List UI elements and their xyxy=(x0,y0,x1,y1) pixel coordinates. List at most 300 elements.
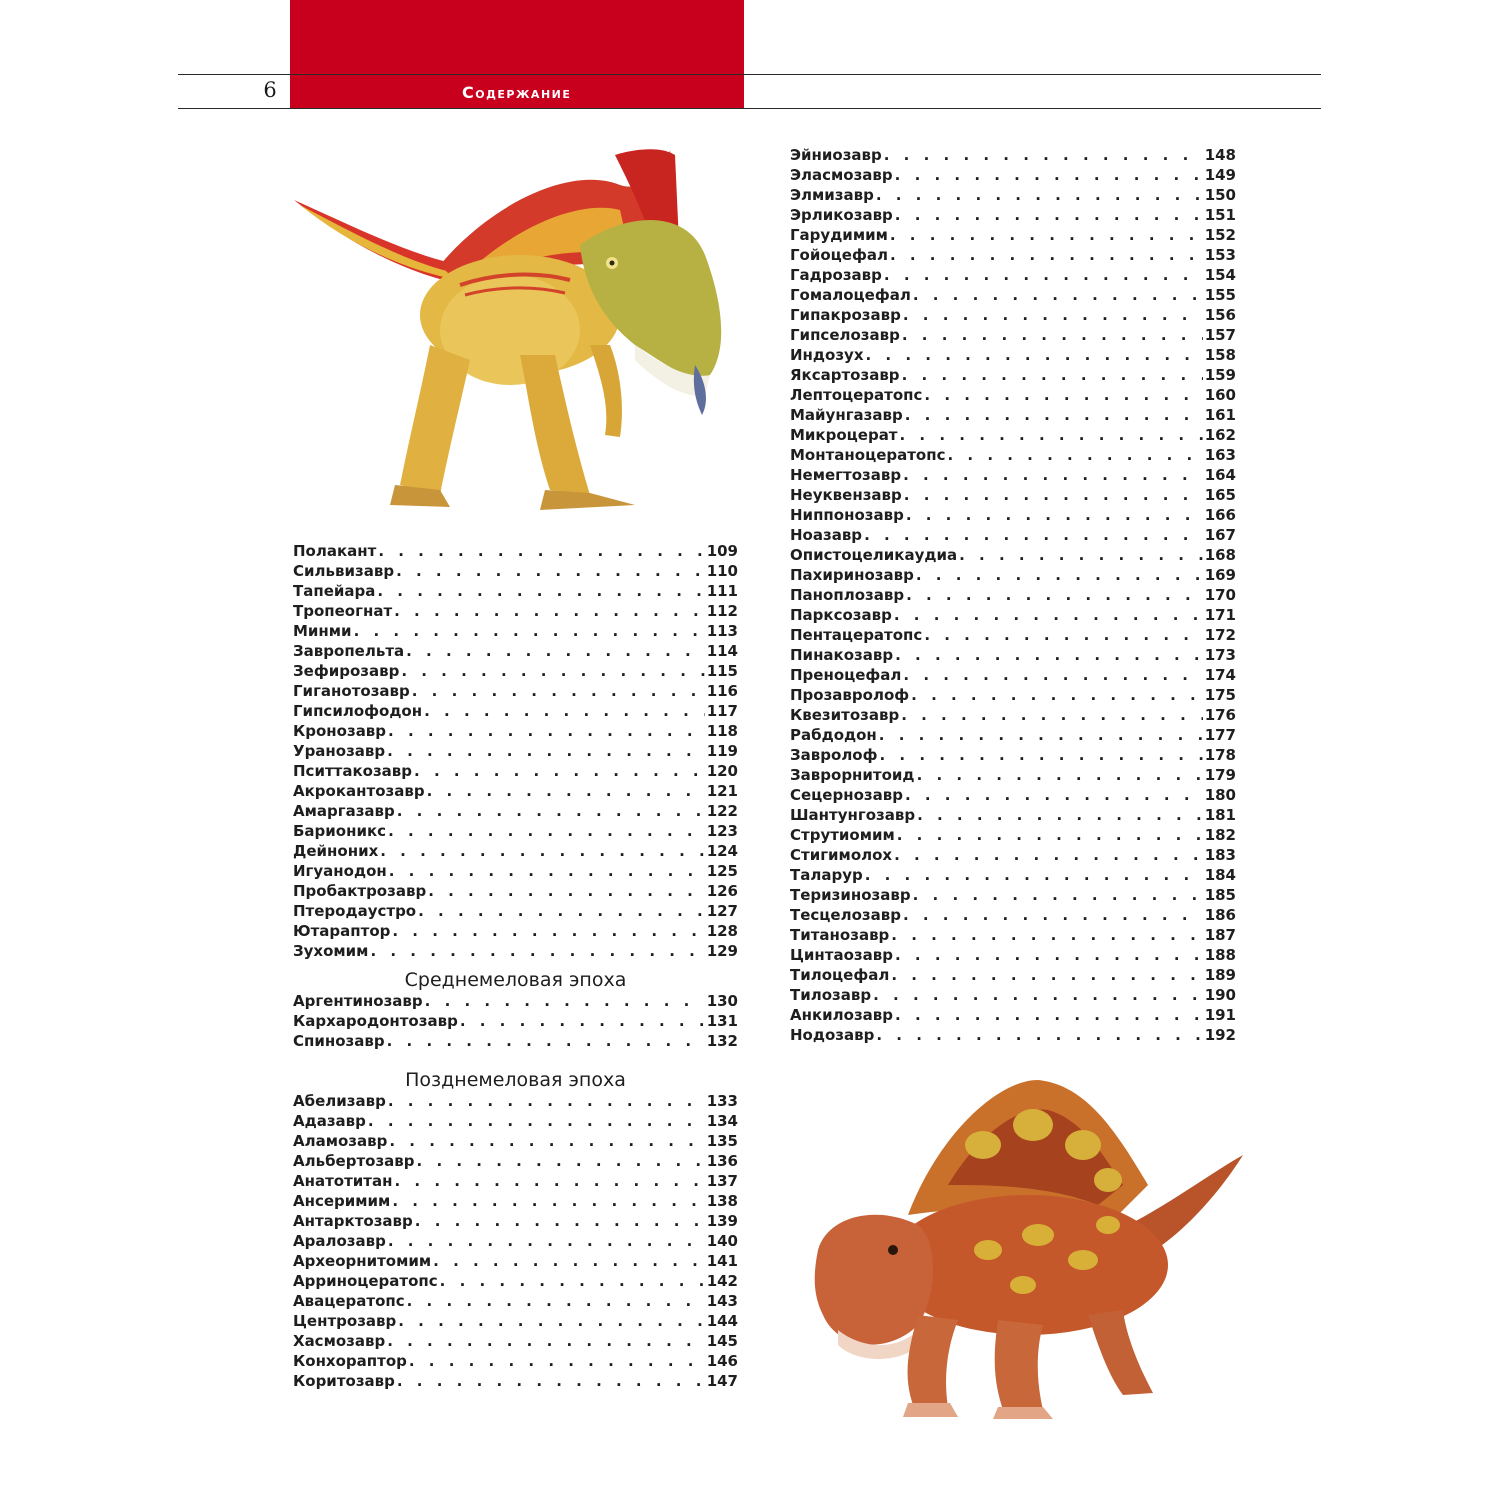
toc-entry[interactable] xyxy=(790,905,1236,925)
toc-entry[interactable] xyxy=(790,805,1236,825)
toc-leader xyxy=(380,841,704,861)
toc-entry-page: 131 xyxy=(706,1012,738,1030)
toc-entry-name: Гипселозавр xyxy=(790,326,900,344)
toc-entry[interactable] xyxy=(790,925,1236,945)
toc-entry-page: 176 xyxy=(1204,706,1236,724)
toc-entry[interactable] xyxy=(790,885,1236,905)
toc-entry[interactable] xyxy=(790,285,1236,305)
toc-entry-page: 163 xyxy=(1204,446,1236,464)
toc-entry[interactable] xyxy=(293,901,738,921)
toc-entry-page: 124 xyxy=(706,842,738,860)
toc-entry[interactable] xyxy=(790,705,1236,725)
toc-entry-name: Сецернозавр xyxy=(790,786,903,804)
toc-entry-page: 175 xyxy=(1204,686,1236,704)
toc-entry[interactable] xyxy=(293,1291,738,1311)
toc-entry[interactable] xyxy=(293,1191,738,1211)
toc-entry-page: 161 xyxy=(1204,406,1236,424)
toc-entry[interactable] xyxy=(790,205,1236,225)
toc-leader xyxy=(959,545,1203,565)
toc-entry[interactable] xyxy=(293,941,738,961)
toc-entry[interactable] xyxy=(293,1351,738,1371)
toc-leader xyxy=(917,765,1203,785)
toc-entry-name: Парксозавр xyxy=(790,606,892,624)
toc-entry-page: 127 xyxy=(706,902,738,920)
toc-entry[interactable] xyxy=(293,1171,738,1191)
toc-entry-name: Тилоцефал xyxy=(790,966,890,984)
toc-entry-name: Ансеримим xyxy=(293,1192,391,1210)
toc-entry-page: 168 xyxy=(1204,546,1236,564)
toc-entry-page: 123 xyxy=(706,822,738,840)
toc-entry-page: 118 xyxy=(706,722,738,740)
toc-right-column xyxy=(790,145,1236,1045)
toc-entry[interactable] xyxy=(790,585,1236,605)
toc-leader xyxy=(387,741,705,761)
toc-entry-page: 111 xyxy=(706,582,738,600)
toc-entry[interactable] xyxy=(790,265,1236,285)
toc-entry-page: 126 xyxy=(706,882,738,900)
toc-entry[interactable] xyxy=(293,1311,738,1331)
toc-entry[interactable] xyxy=(293,1131,738,1151)
toc-leader xyxy=(903,665,1202,685)
toc-heading-late-cretaceous: Позднемеловая эпоха xyxy=(405,1069,626,1091)
toc-entry-page: 144 xyxy=(706,1312,738,1330)
toc-group-early xyxy=(293,541,738,961)
toc-entry[interactable] xyxy=(293,801,738,821)
toc-entry[interactable] xyxy=(790,945,1236,965)
toc-entry-name: Тесцелозавр xyxy=(790,906,901,924)
toc-leader xyxy=(880,745,1203,765)
toc-entry-page: 159 xyxy=(1204,366,1236,384)
toc-left-column xyxy=(293,541,738,1391)
toc-entry-page: 182 xyxy=(1204,826,1236,844)
toc-entry-name: Стигимолох xyxy=(790,846,893,864)
toc-entry[interactable] xyxy=(293,1231,738,1251)
toc-leader xyxy=(895,205,1203,225)
toc-leader xyxy=(460,1011,705,1031)
page-number: 6 xyxy=(263,78,277,102)
toc-entry-name: Амаргазавр xyxy=(293,802,395,820)
toc-leader xyxy=(903,905,1203,925)
toc-entry-page: 136 xyxy=(706,1152,738,1170)
toc-leader xyxy=(394,1171,704,1191)
toc-leader xyxy=(905,785,1203,805)
toc-entry-name: Сильвизавр xyxy=(293,562,395,580)
toc-leader xyxy=(913,885,1203,905)
toc-entry-name: Цинтаозавр xyxy=(790,946,893,964)
toc-entry-name: Пробактрозавр xyxy=(293,882,427,900)
toc-leader xyxy=(903,465,1203,485)
toc-leader xyxy=(903,305,1203,325)
toc-leader xyxy=(924,625,1202,645)
toc-entry-page: 145 xyxy=(706,1332,738,1350)
toc-entry[interactable] xyxy=(790,445,1236,465)
toc-leader xyxy=(433,1251,705,1271)
toc-entry-page: 122 xyxy=(706,802,738,820)
toc-leader xyxy=(911,685,1203,705)
toc-entry[interactable] xyxy=(293,841,738,861)
toc-entry-page: 155 xyxy=(1204,286,1236,304)
toc-entry[interactable] xyxy=(293,1091,738,1111)
toc-entry-name: Пахиринозавр xyxy=(790,566,914,584)
toc-entry-name: Тилозавр xyxy=(790,986,872,1004)
toc-entry[interactable] xyxy=(790,845,1236,865)
toc-leader xyxy=(406,641,705,661)
toc-entry-page: 117 xyxy=(706,702,738,720)
toc-entry-name: Абелизавр xyxy=(293,1092,386,1110)
toc-leader xyxy=(864,525,1203,545)
toc-leader xyxy=(901,705,1202,725)
toc-entry-name: Неуквензавр xyxy=(790,486,902,504)
toc-leader xyxy=(900,425,1203,445)
toc-entry-page: 191 xyxy=(1204,1006,1236,1024)
toc-entry-name: Рабдодон xyxy=(790,726,877,744)
toc-entry[interactable] xyxy=(790,305,1236,325)
toc-entry[interactable] xyxy=(790,605,1236,625)
toc-entry-name: Ютараптор xyxy=(293,922,391,940)
toc-entry-name: Птеродаустро xyxy=(293,902,417,920)
toc-entry[interactable] xyxy=(293,1151,738,1171)
toc-entry[interactable] xyxy=(790,185,1236,205)
toc-entry-page: 141 xyxy=(706,1252,738,1270)
toc-leader xyxy=(866,345,1203,365)
toc-entry[interactable] xyxy=(293,581,738,601)
toc-leader xyxy=(415,1211,705,1231)
toc-entry[interactable] xyxy=(790,765,1236,785)
toc-entry[interactable] xyxy=(293,641,738,661)
toc-entry[interactable] xyxy=(790,525,1236,545)
toc-entry-page: 119 xyxy=(706,742,738,760)
toc-leader xyxy=(891,925,1202,945)
toc-entry-name: Тропеогнат xyxy=(293,602,393,620)
toc-leader xyxy=(389,861,705,881)
toc-entry-name: Гипсилофодон xyxy=(293,702,423,720)
toc-leader xyxy=(392,921,704,941)
toc-entry[interactable] xyxy=(790,345,1236,365)
toc-leader xyxy=(897,825,1203,845)
toc-entry-name: Археорнитомим xyxy=(293,1252,432,1270)
toc-entry-page: 140 xyxy=(706,1232,738,1250)
toc-entry[interactable] xyxy=(293,561,738,581)
toc-leader xyxy=(440,1271,705,1291)
toc-entry[interactable] xyxy=(293,991,738,1011)
toc-entry-name: Барионикс xyxy=(293,822,387,840)
toc-leader xyxy=(891,965,1202,985)
toc-entry-page: 183 xyxy=(1204,846,1236,864)
toc-entry-page: 142 xyxy=(706,1272,738,1290)
toc-entry[interactable] xyxy=(790,425,1236,445)
toc-leader xyxy=(428,881,705,901)
toc-entry-page: 179 xyxy=(1204,766,1236,784)
toc-entry-name: Ниппонозавр xyxy=(790,506,904,524)
toc-entry[interactable] xyxy=(790,565,1236,585)
toc-entry-page: 158 xyxy=(1204,346,1236,364)
toc-entry-page: 177 xyxy=(1204,726,1236,744)
toc-entry-name: Таларур xyxy=(790,866,863,884)
toc-entry[interactable] xyxy=(790,665,1236,685)
toc-entry-page: 164 xyxy=(1204,466,1236,484)
toc-leader xyxy=(905,405,1203,425)
toc-entry[interactable] xyxy=(790,1005,1236,1025)
header-bottom-rule xyxy=(178,108,1321,109)
toc-entry-page: 186 xyxy=(1204,906,1236,924)
toc-entry[interactable] xyxy=(790,725,1236,745)
toc-entry-name: Немегтозавр xyxy=(790,466,902,484)
toc-leader xyxy=(388,821,705,841)
toc-entry[interactable] xyxy=(790,385,1236,405)
toc-entry-page: 154 xyxy=(1204,266,1236,284)
toc-leader xyxy=(396,561,705,581)
toc-group-late xyxy=(293,1091,738,1391)
toc-entry-page: 153 xyxy=(1204,246,1236,264)
toc-entry-page: 192 xyxy=(1204,1026,1236,1044)
toc-entry[interactable] xyxy=(293,1111,738,1131)
toc-entry-name: Минми xyxy=(293,622,352,640)
toc-entry-page: 133 xyxy=(706,1092,738,1110)
toc-entry-name: Дейноних xyxy=(293,842,379,860)
toc-entry-name: Опистоцеликаудиа xyxy=(790,546,958,564)
toc-entry[interactable] xyxy=(790,225,1236,245)
toc-entry-name: Гиганотозавр xyxy=(293,682,410,700)
toc-entry[interactable] xyxy=(790,685,1236,705)
toc-heading-mid-cretaceous: Среднемеловая эпоха xyxy=(404,969,627,991)
toc-leader xyxy=(392,1191,704,1211)
toc-entry[interactable] xyxy=(790,1025,1236,1045)
toc-entry-name: Зефирозавр xyxy=(293,662,400,680)
toc-entry[interactable] xyxy=(293,1271,738,1291)
toc-entry-name: Кронозавр xyxy=(293,722,387,740)
toc-leader xyxy=(398,1311,704,1331)
toc-leader xyxy=(378,541,704,561)
toc-entry-name: Струтиомим xyxy=(790,826,895,844)
toc-entry[interactable] xyxy=(790,625,1236,645)
toc-entry-name: Нодозавр xyxy=(790,1026,875,1044)
toc-entry-name: Полакант xyxy=(293,542,377,560)
toc-entry-name: Конхорaптор xyxy=(293,1352,407,1370)
toc-entry-name: Паноплозавр xyxy=(790,586,905,604)
toc-entry[interactable] xyxy=(790,825,1236,845)
toc-entry[interactable] xyxy=(790,465,1236,485)
toc-entry-name: Преноцефал xyxy=(790,666,902,684)
toc-entry[interactable] xyxy=(790,985,1236,1005)
toc-leader xyxy=(377,581,704,601)
toc-leader xyxy=(414,761,705,781)
toc-leader xyxy=(884,265,1203,285)
toc-entry-page: 114 xyxy=(706,642,738,660)
toc-entry-name: Пинакозавр xyxy=(790,646,894,664)
toc-entry[interactable] xyxy=(293,921,738,941)
toc-entry[interactable] xyxy=(790,745,1236,765)
toc-entry-name: Пситтакозавр xyxy=(293,762,413,780)
toc-group-mid xyxy=(293,991,738,1051)
toc-leader xyxy=(424,701,705,721)
toc-entry-page: 113 xyxy=(706,622,738,640)
toc-entry-name: Гипакрозавр xyxy=(790,306,901,324)
toc-entry-name: Гомалоцефал xyxy=(790,286,911,304)
toc-leader xyxy=(906,585,1203,605)
toc-entry-page: 146 xyxy=(706,1352,738,1370)
toc-entry[interactable] xyxy=(790,145,1236,165)
toc-entry-name: Центрозавр xyxy=(293,1312,397,1330)
toc-entry-name: Ноазавр xyxy=(790,526,863,544)
toc-entry[interactable] xyxy=(293,1011,738,1031)
toc-entry-page: 128 xyxy=(706,922,738,940)
toc-leader xyxy=(397,801,705,821)
toc-leader xyxy=(879,725,1203,745)
toc-entry-page: 152 xyxy=(1204,226,1236,244)
toc-entry[interactable] xyxy=(293,661,738,681)
toc-leader xyxy=(418,901,705,921)
toc-leader xyxy=(394,601,705,621)
toc-entry[interactable] xyxy=(293,721,738,741)
toc-entry-name: Кархародонтозавр xyxy=(293,1012,458,1030)
toc-leader xyxy=(894,845,1203,865)
toc-entry-page: 165 xyxy=(1204,486,1236,504)
toc-entry[interactable] xyxy=(790,965,1236,985)
toc-leader xyxy=(913,285,1203,305)
toc-leader xyxy=(412,681,705,701)
toc-entry-page: 137 xyxy=(706,1172,738,1190)
toc-entry-page: 134 xyxy=(706,1112,738,1130)
toc-leader xyxy=(388,1231,705,1251)
toc-entry[interactable] xyxy=(790,165,1236,185)
toc-entry-page: 178 xyxy=(1204,746,1236,764)
toc-entry-page: 115 xyxy=(706,662,738,680)
toc-entry[interactable] xyxy=(293,761,738,781)
toc-entry[interactable] xyxy=(293,681,738,701)
toc-entry[interactable] xyxy=(790,865,1236,885)
toc-entry-name: Игуанодон xyxy=(293,862,387,880)
toc-entry-page: 121 xyxy=(706,782,738,800)
toc-leader xyxy=(370,941,704,961)
toc-entry-page: 120 xyxy=(706,762,738,780)
toc-entry-page: 112 xyxy=(706,602,738,620)
toc-entry-page: 125 xyxy=(706,862,738,880)
toc-entry-page: 132 xyxy=(706,1032,738,1050)
toc-entry-page: 110 xyxy=(706,562,738,580)
toc-entry-page: 116 xyxy=(706,682,738,700)
toc-entry[interactable] xyxy=(790,505,1236,525)
toc-entry[interactable] xyxy=(790,405,1236,425)
toc-entry[interactable] xyxy=(293,861,738,881)
toc-entry[interactable] xyxy=(293,601,738,621)
toc-entry-name: Аргентинозавр xyxy=(293,992,423,1010)
toc-entry-name: Лептоцератопс xyxy=(790,386,923,404)
toc-leader xyxy=(895,945,1203,965)
toc-leader xyxy=(904,485,1203,505)
toc-entry-name: Эйниозавр xyxy=(790,146,882,164)
toc-entry-name: Завролоф xyxy=(790,746,878,764)
toc-entry-name: Эрликозавр xyxy=(790,206,893,224)
toc-leader xyxy=(876,1025,1202,1045)
toc-entry-name: Пентацератопс xyxy=(790,626,923,644)
toc-entry[interactable] xyxy=(293,741,738,761)
toc-entry-name: Хасмозавр xyxy=(293,1332,386,1350)
toc-leader xyxy=(895,645,1203,665)
toc-leader xyxy=(387,1031,705,1051)
toc-entry-name: Майунгазавр xyxy=(790,406,903,424)
toc-entry-name: Адазавр xyxy=(293,1112,366,1130)
toc-entry-page: 157 xyxy=(1204,326,1236,344)
toc-entry-name: Гойоцефал xyxy=(790,246,888,264)
toc-entry[interactable] xyxy=(790,545,1236,565)
toc-entry[interactable] xyxy=(790,485,1236,505)
toc-entry[interactable] xyxy=(790,325,1236,345)
toc-entry-page: 170 xyxy=(1204,586,1236,604)
toc-entry-name: Монтаноцератопс xyxy=(790,446,946,464)
toc-entry-page: 171 xyxy=(1204,606,1236,624)
toc-entry-page: 180 xyxy=(1204,786,1236,804)
toc-entry-name: Спинозавр xyxy=(293,1032,385,1050)
toc-leader xyxy=(890,245,1203,265)
toc-entry-name: Аралозавр xyxy=(293,1232,386,1250)
toc-entry[interactable] xyxy=(293,541,738,561)
toc-leader xyxy=(894,605,1203,625)
toc-entry-name: Гадрозавр xyxy=(790,266,882,284)
toc-leader xyxy=(409,1351,705,1371)
toc-entry[interactable] xyxy=(293,1371,738,1391)
toc-leader xyxy=(865,865,1203,885)
section-title: Содержание xyxy=(462,83,572,102)
toc-entry-name: Тапейара xyxy=(293,582,376,600)
toc-entry-page: 189 xyxy=(1204,966,1236,984)
toc-entry-page: 172 xyxy=(1204,626,1236,644)
toc-leader xyxy=(902,365,1203,385)
toc-entry-name: Арриноцератопс xyxy=(293,1272,438,1290)
toc-leader xyxy=(876,185,1203,205)
toc-entry[interactable] xyxy=(293,621,738,641)
toc-entry[interactable] xyxy=(293,1251,738,1271)
toc-entry-page: 160 xyxy=(1204,386,1236,404)
toc-entry-page: 135 xyxy=(706,1132,738,1150)
toc-entry-page: 130 xyxy=(706,992,738,1010)
toc-entry-name: Теризинозавр xyxy=(790,886,911,904)
toc-entry[interactable] xyxy=(293,1331,738,1351)
toc-entry-name: Авацератопс xyxy=(293,1292,405,1310)
toc-entry[interactable] xyxy=(293,1031,738,1051)
toc-leader xyxy=(417,1151,705,1171)
toc-entry[interactable] xyxy=(790,645,1236,665)
toc-leader xyxy=(890,225,1203,245)
toc-leader xyxy=(895,165,1203,185)
toc-leader xyxy=(397,1371,705,1391)
toc-entry[interactable] xyxy=(293,781,738,801)
toc-entry-name: Яксартозавр xyxy=(790,366,900,384)
toc-entry-page: 188 xyxy=(1204,946,1236,964)
toc-leader xyxy=(924,385,1202,405)
toc-entry-page: 173 xyxy=(1204,646,1236,664)
toc-entry[interactable] xyxy=(790,245,1236,265)
toc-entry-page: 150 xyxy=(1204,186,1236,204)
toc-entry[interactable] xyxy=(293,1211,738,1231)
toc-leader xyxy=(388,1091,705,1111)
toc-entry-page: 169 xyxy=(1204,566,1236,584)
toc-entry-name: Завропельта xyxy=(293,642,405,660)
toc-entry[interactable] xyxy=(293,881,738,901)
toc-entry-name: Анкилозавр xyxy=(790,1006,894,1024)
toc-entry[interactable] xyxy=(790,785,1236,805)
crested-dinosaur-illustration xyxy=(290,145,740,520)
toc-leader xyxy=(354,621,705,641)
toc-entry-name: Коритозавр xyxy=(293,1372,395,1390)
toc-entry[interactable] xyxy=(293,821,738,841)
toc-entry-page: 185 xyxy=(1204,886,1236,904)
toc-entry-page: 162 xyxy=(1204,426,1236,444)
toc-entry-page: 149 xyxy=(1204,166,1236,184)
toc-entry-page: 156 xyxy=(1204,306,1236,324)
toc-entry[interactable] xyxy=(293,701,738,721)
toc-entry-page: 147 xyxy=(706,1372,738,1390)
toc-entry[interactable] xyxy=(790,365,1236,385)
